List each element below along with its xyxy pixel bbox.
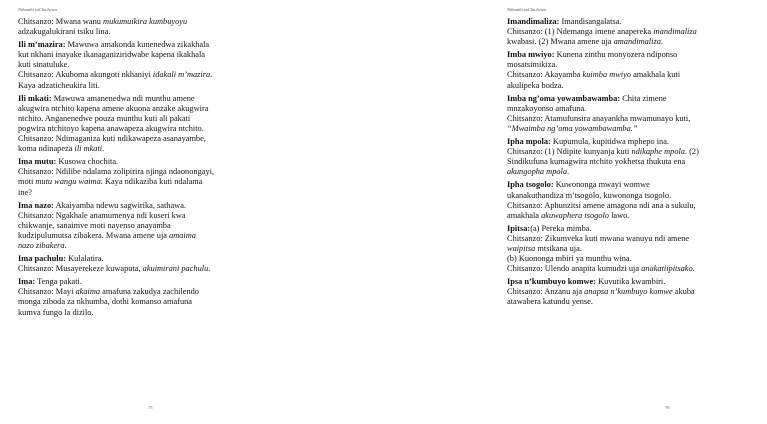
entry-text: akulipeka bodza. bbox=[507, 80, 564, 90]
entry-text: Mawuwa amakonda kunenedwa zikakhala bbox=[65, 40, 210, 50]
entry-line bbox=[507, 277, 767, 287]
entry-text: Mawuwa amanenedwa ndi munthu amene bbox=[51, 93, 195, 103]
example-phrase: akuimirani pachulu bbox=[142, 264, 209, 274]
entry-line bbox=[507, 287, 767, 297]
entry-line bbox=[18, 201, 278, 211]
example-phrase: mutu wangu waima bbox=[35, 177, 101, 187]
entry-line bbox=[507, 37, 767, 47]
entry-text: Chitsanzo: Atamufunsira anayankha mwamunayo kuti, bbox=[507, 113, 691, 123]
entry-text: . bbox=[208, 264, 211, 274]
entry-text: Chitsanzo: (1) Ndipite kunyanja kuti bbox=[507, 147, 632, 157]
entry-headword: Ima: bbox=[18, 277, 36, 287]
entry-text: Kuvutika kwambiri. bbox=[596, 277, 666, 287]
entry-line bbox=[18, 297, 278, 307]
example-phrase: anakatiipitsako bbox=[641, 264, 693, 274]
entry-line bbox=[507, 94, 767, 104]
dictionary-entry bbox=[507, 50, 767, 90]
example-phrase: anapsa n’kumbuyo komwe bbox=[584, 287, 673, 297]
entry-line bbox=[18, 60, 278, 70]
entry-text: . bbox=[102, 144, 105, 154]
entry-line bbox=[507, 27, 767, 37]
entry-headword: Imandimaliza: bbox=[507, 17, 560, 26]
entry-text: Sindikufuna kumagwira ntchito yokhetsa thukuta ena bbox=[507, 157, 686, 167]
example-phrase: ili mkati bbox=[74, 144, 103, 154]
example-phrase: waipitsa bbox=[507, 243, 536, 253]
entry-text: . bbox=[692, 264, 695, 274]
entry-text: mnzakoyonso amafuna. bbox=[507, 103, 587, 113]
right-page-content bbox=[507, 17, 767, 311]
entry-line bbox=[507, 124, 767, 134]
entry-line bbox=[507, 244, 767, 254]
entry-text: chikwanje, sanaimve moti nayenso anayamba bbox=[18, 220, 171, 230]
dictionary-entry bbox=[18, 157, 278, 197]
entry-text: Kusowa chochita. bbox=[56, 157, 119, 167]
entry-line bbox=[507, 157, 767, 167]
entry-text: Chitsanzo: Ulendo anapita kumudzi uja bbox=[507, 264, 642, 274]
entry-text: lawo. bbox=[608, 210, 630, 220]
entry-line bbox=[18, 254, 278, 264]
entry-text: adzakugalukirani tsiku lina. bbox=[18, 27, 111, 37]
entry-line bbox=[18, 70, 278, 80]
entry-headword: Ima nazo: bbox=[18, 200, 54, 210]
entry-text: amafuna zakudya zachilendo bbox=[100, 287, 199, 297]
example-phrase: “Mwaimba ng’oma yowambawamba.” bbox=[507, 123, 638, 133]
entry-line bbox=[18, 211, 278, 221]
entry-line bbox=[507, 224, 767, 234]
entry-text: akugwira ntchito kapena amene akuona anzake akugwira bbox=[18, 103, 209, 113]
entry-text: Chitsanzo: Ndilibe ndalama zolipirira njinga ndaonongayi, bbox=[18, 167, 215, 177]
entry-line bbox=[18, 40, 278, 50]
entry-line bbox=[18, 167, 278, 177]
entry-text: kuti sinatuluke. bbox=[18, 60, 70, 70]
entry-text: Imandisangalatsa. bbox=[559, 17, 622, 26]
example-phrase: amandimaliza bbox=[613, 37, 661, 47]
entry-text: Chitsanzo: Anzanu aja bbox=[507, 287, 585, 297]
entry-line bbox=[18, 231, 278, 241]
example-phrase: akungopha mpola bbox=[507, 167, 568, 177]
entry-text: (b) Kuononga mbiri ya munthu wina. bbox=[507, 254, 632, 264]
entry-line bbox=[507, 50, 767, 60]
entry-text: ukanakuthandiza m’tsogolo, kuwononga tsogolo. bbox=[507, 190, 672, 200]
entry-text: Chitsanzo: Ngakhale anamumenya ndi kuseri kwa bbox=[18, 210, 186, 220]
entry-line bbox=[18, 114, 278, 124]
entry-headword: Ipha tsogolo: bbox=[507, 180, 554, 190]
entry-line bbox=[18, 277, 278, 287]
entry-line bbox=[507, 264, 767, 274]
entry-headword: Ima mutu: bbox=[18, 157, 57, 167]
entry-text: . (2) bbox=[684, 147, 699, 157]
entry-line bbox=[507, 17, 767, 27]
entry-line bbox=[18, 134, 278, 144]
entry-line bbox=[18, 81, 278, 91]
entry-text: kut nkhani inayake ikanaganiziridwabe kapena ikakhala bbox=[18, 50, 205, 60]
entry-text: mtsikana uja. bbox=[535, 243, 582, 253]
running-header: Nthanthi zaChichewa bbox=[507, 7, 546, 12]
entry-line bbox=[507, 60, 767, 70]
entry-line bbox=[18, 157, 278, 167]
example-phrase: akuwaphera tsogolo bbox=[541, 210, 609, 220]
entry-line bbox=[507, 201, 767, 211]
entry-text: Chitsanzo: Akayamba bbox=[507, 70, 583, 80]
entry-headword: Imba mwiyo: bbox=[507, 50, 555, 60]
entry-line bbox=[18, 27, 278, 37]
entry-text: Chita zimene bbox=[620, 93, 667, 103]
example-phrase: nazo zibakera bbox=[18, 240, 65, 250]
entry-line bbox=[18, 221, 278, 231]
entry-text: Tenga pakati. bbox=[35, 277, 82, 287]
entry-text: Kunena zinthu monyozera ndiponso bbox=[554, 50, 678, 60]
entry-line bbox=[507, 70, 767, 80]
entry-headword: Ili m’mazira: bbox=[18, 40, 66, 50]
entry-text: kwabasi. (2) Mwana amene uja bbox=[507, 37, 614, 47]
entry-line bbox=[507, 234, 767, 244]
entry-headword: Ipitsa: bbox=[507, 223, 531, 233]
entry-text: atawabera katundu yense. bbox=[507, 297, 593, 307]
entry-line bbox=[507, 297, 767, 307]
entry-text: . bbox=[210, 70, 213, 80]
entry-line bbox=[507, 254, 767, 264]
right-page bbox=[300, 0, 699, 424]
example-phrase: ndikaphe mpola bbox=[631, 147, 685, 157]
entry-line bbox=[507, 81, 767, 91]
entry-text: pogwira ntchitoyo kapena anawapeza akugwira ntchito. bbox=[18, 123, 204, 133]
entry-text: kudzipulumutsa zibakera. Mwana amene uja bbox=[18, 230, 170, 240]
entry-line bbox=[18, 50, 278, 60]
example-phrase: mukumuikira kumbuyoyu bbox=[103, 17, 188, 26]
entry-text: Akaiyamba ndewu sagwirika, sathawa. bbox=[53, 200, 186, 210]
entry-headword: Ili mkati: bbox=[18, 93, 52, 103]
entry-text: Chitsanzo: (1) Ndemanga imene anapereka bbox=[507, 27, 654, 37]
entry-text: (a) Pereka mimba. bbox=[530, 223, 592, 233]
entry-headword: Ipsa n’kumbuyo komwe: bbox=[507, 277, 597, 287]
entry-text: akuba bbox=[672, 287, 695, 297]
entry-text: Kuwononga mwayi womwe bbox=[553, 180, 650, 190]
entry-text: . bbox=[64, 240, 67, 250]
entry-text: . bbox=[567, 167, 570, 177]
entry-text: Kupumula, kupitidwa mphepo ina. bbox=[550, 137, 670, 147]
entry-text: amakhala bbox=[507, 210, 542, 220]
entry-text: kumva fungo la dizilo. bbox=[18, 307, 94, 317]
entry-text: ine? bbox=[18, 187, 32, 197]
example-phrase: akaima bbox=[75, 287, 101, 297]
entry-headword: Ipha mpola: bbox=[507, 137, 551, 147]
page-number: 75 bbox=[148, 405, 153, 410]
entry-text: Chitsanzo: Musayerekeze kuwaputa, bbox=[18, 264, 143, 274]
dictionary-entry bbox=[507, 137, 767, 177]
entry-headword: Ima pachulu: bbox=[18, 254, 66, 264]
entry-line bbox=[507, 114, 767, 124]
entry-line bbox=[18, 144, 278, 154]
entry-text: koma ndinapeza bbox=[18, 144, 75, 154]
entry-text: Chitsanzo: Mayi bbox=[18, 287, 76, 297]
entry-text: moti bbox=[18, 177, 36, 187]
entry-text: Chitsanzo: Mwana wanu bbox=[18, 17, 104, 26]
dictionary-entry bbox=[18, 201, 278, 251]
entry-line bbox=[507, 137, 767, 147]
example-phrase: kuimba mwiyo bbox=[582, 70, 631, 80]
page-number: 76 bbox=[665, 405, 670, 410]
entry-line bbox=[18, 94, 278, 104]
entry-headword: Imba ng’oma yowambawamba: bbox=[507, 93, 621, 103]
entry-text: . bbox=[660, 37, 663, 47]
entry-line bbox=[507, 211, 767, 221]
entry-text: Kaya adzaticheukira liti. bbox=[18, 80, 100, 90]
entry-line bbox=[18, 287, 278, 297]
entry-text: Chitsanzo: Akuboma akungoti nkhaniyi bbox=[18, 70, 153, 80]
example-phrase: idakali m’mazira bbox=[152, 70, 211, 80]
entry-line bbox=[18, 17, 278, 27]
entry-text: mosatsimikiza. bbox=[507, 60, 558, 70]
left-page-content bbox=[18, 17, 278, 321]
entry-line bbox=[18, 308, 278, 318]
dictionary-entry bbox=[507, 94, 767, 134]
entry-text: Chitsanzo: Ndimaganiza kuti ndikawapeza asanayambe, bbox=[18, 134, 206, 144]
dictionary-entry bbox=[507, 180, 767, 220]
entry-text: Chitsanzo: Zikumveka kuti mwana wanuyu ndi amene bbox=[507, 233, 690, 243]
entry-line bbox=[18, 264, 278, 274]
example-phrase: inandimaliza bbox=[653, 27, 697, 37]
entry-text: Chitsanzo: Aphunzitsi amene amagona ndi ana a sukulu, bbox=[507, 200, 696, 210]
entry-line bbox=[507, 191, 767, 201]
entry-text: Kulalatira. bbox=[66, 254, 104, 264]
entry-line bbox=[18, 241, 278, 251]
dictionary-entry bbox=[18, 94, 278, 155]
entry-text: ntchito. Anganenedwe pouza munthu kuti ali pakati bbox=[18, 113, 191, 123]
entry-line bbox=[18, 124, 278, 134]
entry-text: . Kaya ndikaziba kuti ndalama bbox=[100, 177, 203, 187]
dictionary-entry bbox=[18, 277, 278, 317]
entry-line bbox=[507, 147, 767, 157]
entry-line bbox=[18, 188, 278, 198]
dictionary-entry bbox=[18, 40, 278, 90]
entry-line bbox=[507, 167, 767, 177]
entry-line bbox=[18, 177, 278, 187]
left-page bbox=[0, 0, 300, 424]
entry-text: amakhala kuti bbox=[630, 70, 681, 80]
example-phrase: amaima bbox=[169, 230, 196, 240]
dictionary-entry bbox=[18, 254, 278, 274]
dictionary-entry bbox=[18, 17, 278, 37]
dictionary-entry bbox=[507, 277, 767, 307]
dictionary-entry bbox=[507, 17, 767, 47]
entry-line bbox=[507, 180, 767, 190]
running-header: Nthanthi zaChichewa bbox=[18, 7, 57, 12]
entry-line bbox=[507, 104, 767, 114]
entry-text: monga ziboda za nkhumba, dothi komanso amafuna bbox=[18, 297, 193, 307]
entry-line bbox=[18, 104, 278, 114]
dictionary-entry bbox=[507, 224, 767, 274]
